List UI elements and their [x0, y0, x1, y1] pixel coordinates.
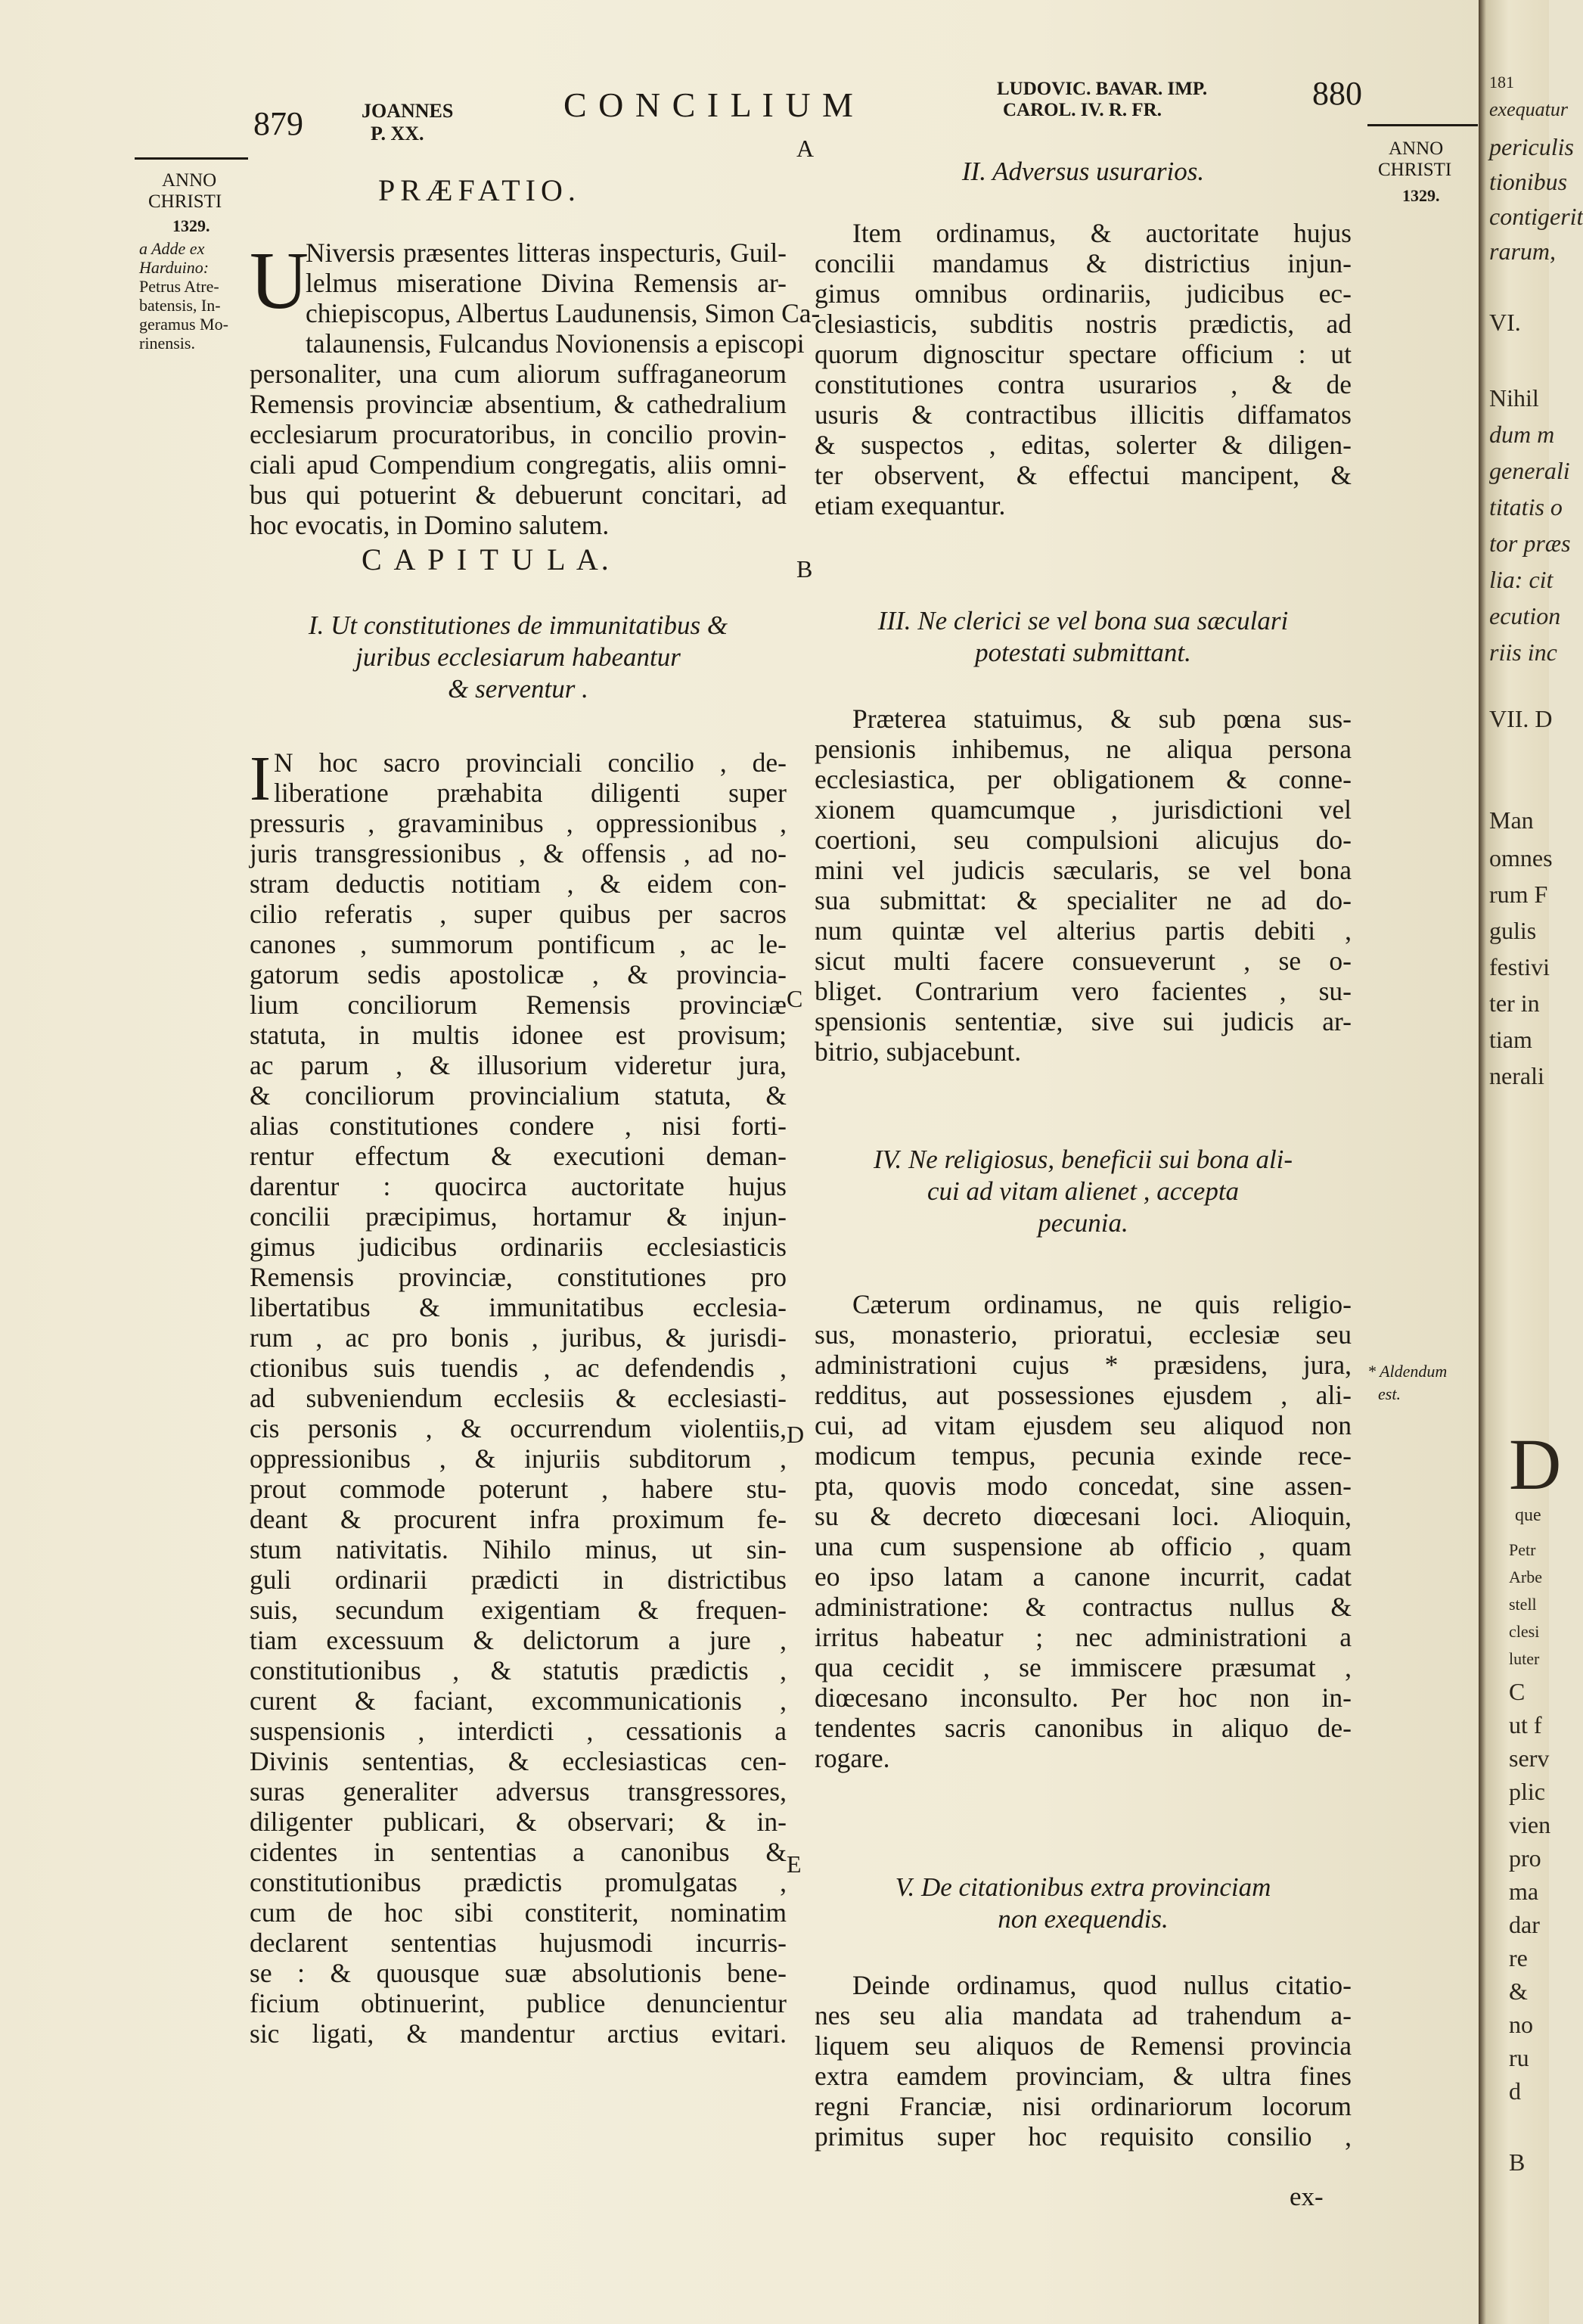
chapter-4-text	[815, 1289, 1352, 1773]
text-line: qua cecidit , se immiscere præsumat ,	[815, 1652, 1352, 1682]
next-page-fragment: ru	[1509, 2044, 1529, 2071]
next-page-fragment: B	[1509, 2148, 1526, 2176]
heading-line: non exequendis.	[998, 1904, 1169, 1934]
next-page-fragment: Arbe	[1509, 1567, 1542, 1586]
margin-note-right-2: est.	[1378, 1384, 1401, 1403]
anno-label-right: ANNO	[1389, 138, 1444, 159]
next-page-fragment: periculis	[1489, 133, 1574, 160]
text-line: rentur effectum & executioni deman-	[250, 1141, 787, 1171]
text-line: gimus omnibus ordinariis, judicibus ec-	[815, 278, 1352, 309]
next-page-fragment: tiam	[1489, 1026, 1532, 1053]
text-line: darentur : quocirca auctoritate hujus	[250, 1171, 787, 1201]
next-page-edge	[1479, 0, 1583, 2324]
text-line: cum de hoc sibi constiterit, nominatim	[250, 1897, 787, 1928]
page-number-right: 880	[1312, 75, 1362, 112]
running-head-right-1: LUDOVIC. BAVAR. IMP.	[997, 79, 1208, 99]
capitula-title: C A P I T U L A.	[362, 542, 612, 576]
next-page-fragment: gulis	[1489, 917, 1537, 944]
text-line: Præterea statuimus, & sub pœna sus-	[852, 704, 1352, 734]
text-line: pressuris , gravaminibus , oppressionibus ,	[250, 808, 787, 838]
heading-line: pecunia.	[1038, 1208, 1128, 1238]
text-line: ciali apud Compendium congregatis, aliis omni-	[250, 449, 787, 480]
page-title: C O N C I L I U M	[563, 85, 855, 124]
text-line: constitutiones contra usurarios , & de	[815, 369, 1352, 399]
text-line: gimus judicibus ordinariis ecclesiasticis	[250, 1232, 787, 1262]
next-page-fragment: luter	[1509, 1649, 1540, 1668]
text-line: chiepiscopus, Albertus Laudunensis, Simon Ca-	[306, 298, 821, 328]
text-line: juris transgressionibus , & offensis , ad no-	[250, 838, 787, 868]
chapter-1-text	[250, 808, 787, 2049]
praefatio-title: PRÆFATIO.	[378, 173, 581, 207]
text-line: ecclesiarum procuratoribus, in concilio provin-	[250, 419, 787, 449]
text-line: se : & quousque suæ absolutionis bene-	[250, 1958, 787, 1988]
text-line: administratione: & contractus nullus &	[815, 1592, 1352, 1622]
christi-label-right: CHRISTI	[1378, 160, 1452, 180]
text-line: Remensis provinciæ, constitutiones pro	[250, 1262, 787, 1292]
text-line: bus qui potuerint & debuerunt concitari, ad	[250, 480, 787, 510]
christi-label-left: CHRISTI	[148, 191, 222, 212]
text-line: constitutionibus , & statutis prædictis ,	[250, 1655, 787, 1686]
chapter-5-text	[815, 1970, 1352, 2152]
text-line: hoc evocatis, in Domino salutem.	[250, 510, 610, 540]
text-line: stram deductis notitiam , & eidem con-	[250, 868, 787, 899]
praefatio-first-block	[306, 238, 821, 359]
next-page-fragment: pro	[1509, 1844, 1541, 1872]
text-line: sus, monasterio, prioratui, ecclesiæ seu	[815, 1319, 1352, 1350]
text-line: libertatibus & immunitatibus ecclesia-	[250, 1292, 787, 1322]
text-line: ctionibus suis tuendis , ac defendendis ,	[250, 1353, 787, 1383]
text-line: cis personis , & occurrendum violentiis,	[250, 1413, 787, 1443]
year-label-left: 1329.	[172, 216, 210, 235]
text-line: sic ligati, & mandentur arctius evitari.	[250, 2018, 787, 2049]
text-line: canones , summorum pontificum , ac le-	[250, 929, 787, 959]
next-page-fragment: ut f	[1509, 1711, 1542, 1738]
next-page-fragment: lia: cit	[1489, 566, 1554, 593]
margin-rule-right	[1367, 124, 1478, 126]
chapter-4-heading	[815, 1144, 1352, 1239]
praefatio-text	[250, 359, 787, 540]
text-line: alias constitutiones condere , nisi forti-	[250, 1111, 787, 1141]
page-number-left: 879	[253, 105, 303, 142]
text-line: oppressionibus , & injuriis subditorum ,	[250, 1443, 787, 1474]
heading-line: V. De citationibus extra provinciam	[895, 1872, 1271, 1902]
text-line: suis, secundum exigentiam & frequen-	[250, 1595, 787, 1625]
text-line: suspensionis , interdicti , cessationis a	[250, 1716, 787, 1746]
chapter-1-heading	[250, 610, 787, 705]
margin-note-line: a Adde ex	[139, 239, 205, 258]
next-page-fragment: contigerit	[1489, 203, 1583, 230]
chapter-2-text	[815, 218, 1352, 520]
chapter-3-heading	[815, 605, 1352, 669]
text-line: stum nativitatis. Nihilo minus, ut sin-	[250, 1534, 787, 1564]
text-line: primitus super hoc requisito consilio ,	[815, 2121, 1352, 2152]
next-page-fragment: rarum,	[1489, 238, 1557, 265]
text-line: regni Franciæ, nisi ordinariorum locorum	[815, 2091, 1352, 2121]
margin-note-line: geramus Mo-	[139, 315, 228, 334]
text-line: cilio referatis , super quibus per sacros	[250, 899, 787, 929]
chapter-2-heading	[815, 156, 1352, 188]
text-line: Item ordinamus, & auctoritate hujus	[852, 218, 1352, 248]
next-page-fragment: omnes	[1489, 844, 1553, 872]
next-page-fragment: tor præs	[1489, 530, 1571, 557]
text-line: diœcesano inconsulto. Per hoc non in-	[815, 1682, 1352, 1713]
next-page-fragment: Man	[1489, 806, 1534, 834]
text-line: liquem seu aliquos de Remensi provincia	[815, 2030, 1352, 2061]
heading-line: IV. Ne religiosus, beneficii sui bona ali-	[873, 1145, 1293, 1174]
text-line: num quintæ vel alterius partis debiti ,	[815, 915, 1352, 946]
text-line: Cæterum ordinamus, ne quis religio-	[852, 1289, 1352, 1319]
heading-line: I. Ut constitutiones de immunitatibus &	[308, 611, 728, 640]
text-line: eo ipso latam a canone incurrit, cadat	[815, 1561, 1352, 1592]
next-page-fragment: ecution	[1489, 602, 1561, 629]
next-page-fragment: Petr	[1509, 1540, 1536, 1559]
text-line: bitrio, subjacebunt.	[815, 1036, 1022, 1067]
heading-line: II. Adversus usurarios.	[961, 157, 1205, 186]
next-page-fragment: nerali	[1489, 1062, 1544, 1089]
next-page-fragment: VI.	[1489, 309, 1521, 336]
text-line: coertioni, seu compulsioni alicujus do-	[815, 825, 1352, 855]
next-page-fragment: dum m	[1489, 421, 1555, 448]
section-letter-b: B	[796, 555, 813, 583]
text-line: deant & procurent infra proximum fe-	[250, 1504, 787, 1534]
praefatio-dropcap: U	[250, 236, 309, 326]
next-page-fragment: titatis o	[1489, 493, 1563, 520]
text-line: concilii præcipimus, hortamur & injun-	[250, 1201, 787, 1232]
next-page-fragment: stell	[1509, 1595, 1537, 1614]
next-page-fragment: &	[1509, 1978, 1528, 2005]
text-line: suras generaliter adversus transgressores,	[250, 1776, 787, 1807]
text-line: irritus habeatur ; nec administrationi a	[815, 1622, 1352, 1652]
text-line: bliget. Contrarium vero facientes , su-	[815, 976, 1352, 1006]
next-page-fragment: exequatur	[1489, 98, 1568, 120]
text-line: etiam exequantur.	[815, 490, 1006, 520]
margin-note-left	[139, 239, 228, 353]
next-page-fragment: riis inc	[1489, 638, 1557, 666]
margin-note-line: batensis, In-	[139, 296, 221, 315]
text-line: prout commode poterunt , habere stu-	[250, 1474, 787, 1504]
running-head-right-2: CAROL. IV. R. FR.	[1003, 100, 1162, 120]
text-line: nes seu alia mandata ad trahendum a-	[815, 2000, 1352, 2030]
next-page-fragment: que	[1515, 1505, 1541, 1525]
text-line: tendentes sacris canonibus in aliquo de-	[815, 1713, 1352, 1743]
margin-rule-left	[135, 157, 248, 160]
next-page-fragment: D	[1509, 1424, 1562, 1505]
heading-line: juribus ecclesiarum habeantur	[355, 642, 681, 672]
chapter-5-heading	[815, 1872, 1352, 1935]
running-head-left-2: P. XX.	[371, 123, 424, 144]
next-page-fragment: generali	[1489, 457, 1570, 484]
text-line: diligenter publicari, & observari; & in-	[250, 1807, 787, 1837]
text-line: Remensis provinciæ absentium, & cathedralium	[250, 389, 787, 419]
text-line: ecclesiastica, per obligationem & conne-	[815, 764, 1352, 794]
text-line: & suspectos , editas, solerter & diligen-	[815, 430, 1352, 460]
next-page-fragment: vien	[1509, 1811, 1551, 1838]
next-page-fragment: clesi	[1509, 1622, 1540, 1641]
text-line: Niversis præsentes litteras inspecturis, Guil-	[306, 238, 787, 268]
next-page-fragment: 181	[1489, 73, 1514, 92]
next-page-fragment: ma	[1509, 1878, 1539, 1905]
text-line: rogare.	[815, 1743, 890, 1773]
text-line: constitutionibus prædictis promulgatas ,	[250, 1867, 787, 1897]
text-line: talaunensis, Fulcandus Novionensis a episcopi	[306, 328, 805, 359]
heading-line: & serventur .	[448, 674, 588, 704]
section-letter-e: E	[787, 1850, 802, 1878]
next-page-fragment: festivi	[1489, 953, 1550, 980]
text-line: spensionis sententiæ, sive sui judicis ar-	[815, 1006, 1352, 1036]
section-letter-d: D	[787, 1421, 805, 1448]
next-page-fragment: C	[1509, 1678, 1526, 1705]
section-letter-c: C	[787, 985, 803, 1012]
text-line: ad subveniendum ecclesiis & ecclesiasti-	[250, 1383, 787, 1413]
text-line: sicut multi facere consueverunt , se o-	[815, 946, 1352, 976]
margin-note-line: Harduino:	[139, 258, 210, 277]
text-line: sua submittat: & specialiter ne ad do-	[815, 885, 1352, 915]
next-page-fragment: ter in	[1489, 990, 1540, 1017]
section-letter-a: A	[796, 135, 815, 162]
text-line: su & decreto diœcesani loci. Alioquin,	[815, 1501, 1352, 1531]
heading-line: III. Ne clerici se vel bona sua sæculari	[877, 606, 1289, 635]
next-page-fragment: serv	[1509, 1745, 1550, 1772]
text-line: pensionis inhibemus, ne aliqua persona	[815, 734, 1352, 764]
text-line: cidentes in sententias a canonibus &	[250, 1837, 787, 1867]
text-line: quorum dignoscitur spectare officium : ut	[815, 339, 1352, 369]
text-line: personaliter, una cum aliorum suffraganeorum	[250, 359, 787, 389]
text-line: una cum suspensione ab officio , quam	[815, 1531, 1352, 1561]
text-line: xionem quamcumque , jurisdictioni vel	[815, 794, 1352, 825]
margin-note-line: Petrus Atre-	[139, 277, 219, 296]
text-line: Divinis sententias, & ecclesiasticas cen-	[250, 1746, 787, 1776]
text-line: guli ordinarii prædicti in districtibus	[250, 1564, 787, 1595]
text-line: usuris & contractibus illicitis diffamatos	[815, 399, 1352, 430]
margin-note-line: rinensis.	[139, 334, 195, 353]
text-line: tiam excessuum & delictorum a jure ,	[250, 1625, 787, 1655]
text-line: rum , ac pro bonis , juribus, & jurisdi-	[250, 1322, 787, 1353]
next-page-fragment: rum F	[1489, 881, 1548, 908]
text-line: redditus, aut possessiones ejusdem , ali-	[815, 1380, 1352, 1410]
year-label-right: 1329.	[1402, 186, 1440, 205]
chapter-3-text	[815, 704, 1352, 1067]
text-line: N hoc sacro provinciali concilio , de-	[274, 747, 787, 778]
text-line: administrationi cujus * præsidens, jura,	[815, 1350, 1352, 1380]
chapter-1-first-block	[274, 747, 787, 808]
text-line: ac parum , & illusorium videretur jura,	[250, 1050, 787, 1080]
text-line: curent & faciant, excommunicationis ,	[250, 1686, 787, 1716]
heading-line: potestati submittant.	[975, 638, 1191, 667]
text-line: concilii mandamus & districtius injun-	[815, 248, 1352, 278]
text-line: Deinde ordinamus, quod nullus citatio-	[852, 1970, 1352, 2000]
text-line: mini vel judicis sæcularis, se vel bona	[815, 855, 1352, 885]
text-line: clesiasticis, subditis nostris prædictis, ad	[815, 309, 1352, 339]
anno-label-left: ANNO	[162, 170, 217, 191]
chapter-1-dropcap: I	[250, 744, 271, 814]
text-line: liberatione præhabita diligenti super	[274, 778, 787, 808]
text-line: lium conciliorum Remensis provinciæ	[250, 990, 787, 1020]
text-line: modicum tempus, pecunia exinde rece-	[815, 1440, 1352, 1471]
next-page-fragment: tionibus	[1489, 168, 1568, 195]
text-line: ficium obtinuerint, publice denuncientur	[250, 1988, 787, 2018]
text-line: extra eamdem provinciam, & ultra fines	[815, 2061, 1352, 2091]
text-line: & conciliorum provincialium statuta, &	[250, 1080, 787, 1111]
text-line: cui, ad vitam ejusdem seu aliquod non	[815, 1410, 1352, 1440]
text-line: gatorum sedis apostolicæ , & provincia-	[250, 959, 787, 990]
text-line: declarent sententias hujusmodi incurris-	[250, 1928, 787, 1958]
next-page-fragment: Nihil	[1489, 384, 1539, 412]
text-line: statuta, in multis idonee est provisum;	[250, 1020, 787, 1050]
text-line: ter observent, & effectui mancipent, &	[815, 460, 1352, 490]
catchword: ex-	[1290, 2182, 1324, 2211]
running-head-left-1: JOANNES	[362, 100, 454, 122]
text-line: lelmus miseratione Divina Remensis ar-	[306, 268, 787, 298]
next-page-fragment: no	[1509, 2011, 1533, 2038]
text-line: pta, quovis modo concedat, sine assen-	[815, 1471, 1352, 1501]
next-page-fragment: plic	[1509, 1778, 1545, 1805]
next-page-fragment: d	[1509, 2077, 1521, 2105]
next-page-fragment: re	[1509, 1944, 1528, 1971]
heading-line: cui ad vitam alienet , accepta	[927, 1176, 1240, 1206]
margin-note-right-1: * Aldendum	[1367, 1362, 1448, 1381]
next-page-fragment: VII. D	[1489, 705, 1553, 732]
next-page-fragment: dar	[1509, 1911, 1540, 1938]
